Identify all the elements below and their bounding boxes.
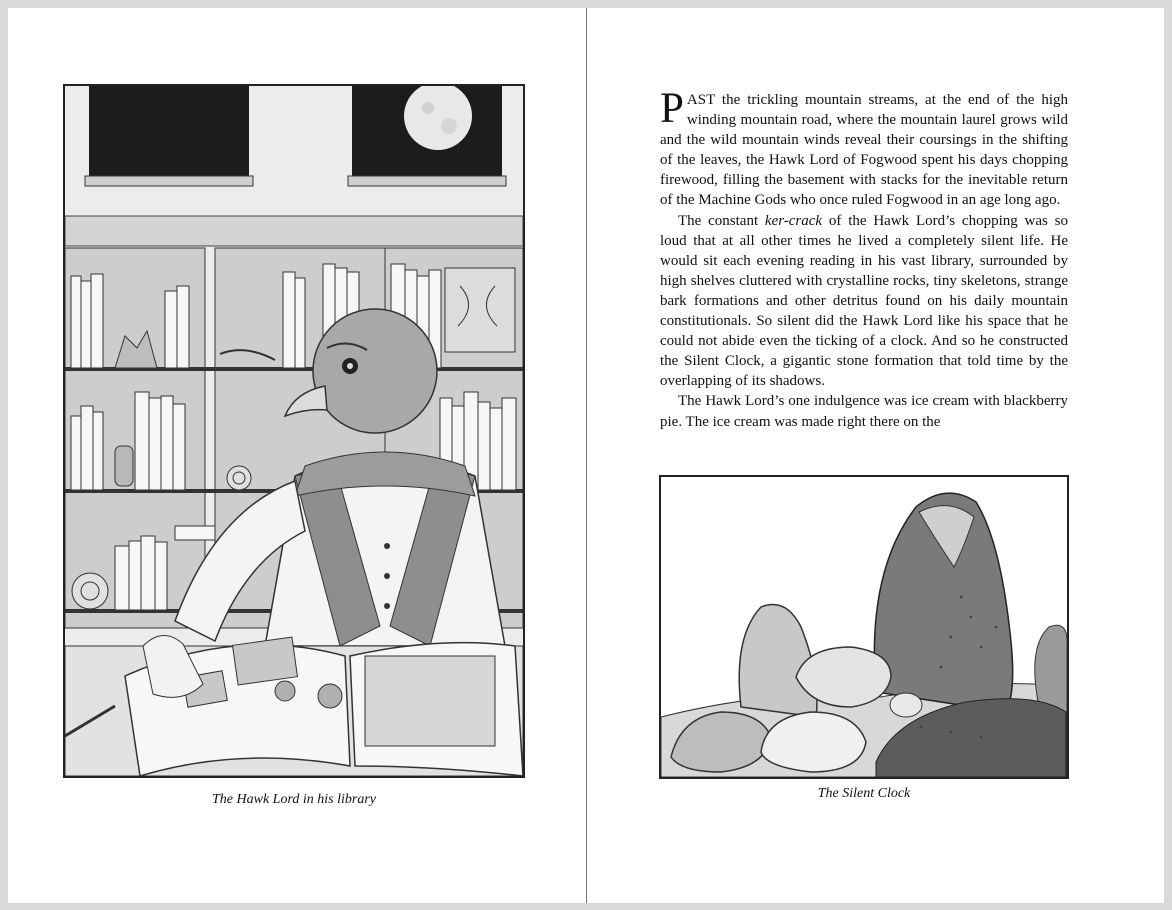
drop-cap: P bbox=[660, 85, 684, 132]
paragraph-2 bbox=[660, 211, 1068, 392]
page-gutter bbox=[586, 8, 587, 903]
paragraph-3: The Hawk Lord’s one indulgence was ice cream with blackberry pie. The ice cream was made right there on the bbox=[660, 393, 1068, 430]
story-text bbox=[660, 85, 1069, 432]
paragraph-1-text: the trickling mountain streams, at the end of the high winding mountain road, where the mountain laurel grows wild and the wild mountain winds reveal their coursings in the shifting of the leaves, the Hawk Lord of Fogwood spent his days chopping firewood, filling the basement with stacks for the inevitable return of the Machine Gods who once ruled Fogwood in an age long ago. bbox=[660, 92, 1068, 209]
lead-word: AST bbox=[686, 92, 715, 108]
paragraph-1 bbox=[660, 85, 1068, 211]
left-plate-caption: The Hawk Lord in his library bbox=[212, 792, 376, 807]
paragraph-2-start: The constant bbox=[678, 212, 765, 229]
paragraph-2-italic: ker-crack bbox=[764, 212, 823, 229]
right-plate-caption: The Silent Clock bbox=[817, 786, 911, 801]
hawk-lord-illustration bbox=[63, 84, 525, 778]
book-spread bbox=[8, 8, 1164, 903]
paragraph-2-text: of the Hawk Lord’s chopping was so loud that at all other times he lived a completely silent life. He would sit each evening reading in his vast library, surrounded by high shelves cluttered with crystalline rocks, tiny skeletons, strange bark formations and other detritus found on his daily mountain constitutionals. So silent did the Hawk Lord like his space that he could not abide even the ticking of a clock. And so he constructed the Silent Clock, a gigantic stone formation that told time by the overlapping of its shadows. bbox=[660, 212, 1069, 390]
silent-clock-illustration bbox=[659, 475, 1069, 779]
